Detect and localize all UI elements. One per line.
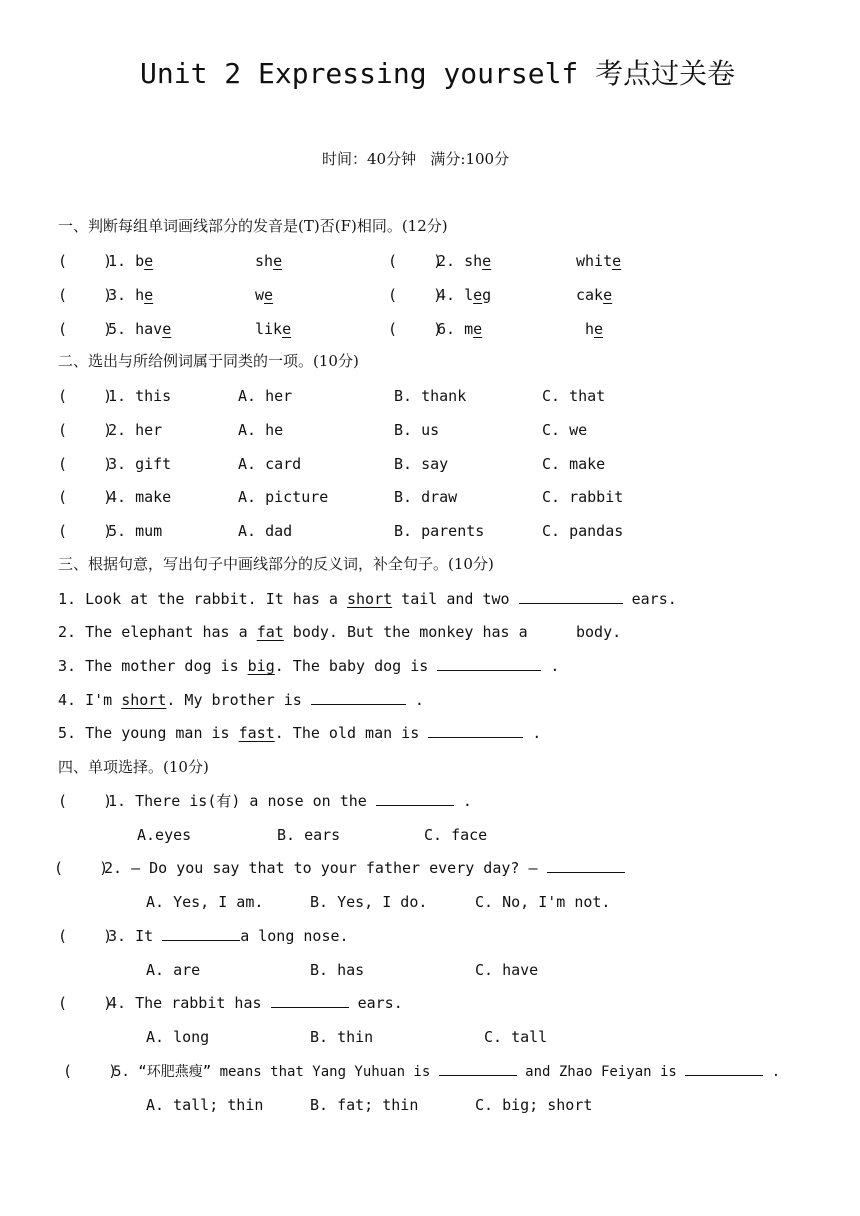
answer-paren[interactable]: ( )	[63, 1062, 118, 1080]
s2-q4-option-b[interactable]: B. draw	[394, 488, 458, 506]
s4-q5-option-c[interactable]: C. big; short	[475, 1096, 593, 1114]
answer-blank[interactable]	[437, 656, 541, 671]
s2-q1-option-a[interactable]: A. her	[238, 387, 293, 405]
s2-q2-option-c[interactable]: C. we	[542, 421, 588, 439]
answer-paren[interactable]: ( )	[58, 455, 113, 473]
s2-q5-option-b[interactable]: B. parents	[394, 522, 485, 540]
answer-paren[interactable]: ( )	[388, 320, 443, 338]
answer-blank[interactable]	[519, 589, 623, 604]
s2-q1-option-b[interactable]: B. thank	[394, 387, 467, 405]
section-1-heading: 一、判断每组单词画线部分的发音是(T)否(F)相同。(12分)	[58, 217, 448, 235]
s2-q5-word: 5. mum	[108, 522, 163, 540]
answer-blank[interactable]	[428, 723, 523, 738]
s1-q4-word-b: cake	[576, 286, 613, 304]
section-4-heading: 四、单项选择。(10分)	[58, 758, 209, 776]
s1-q3-word-a: 3. he	[108, 286, 154, 304]
answer-paren[interactable]: ( )	[58, 488, 113, 506]
s1-q5-word-b: like	[255, 320, 292, 338]
s2-q3-option-c[interactable]: C. make	[542, 455, 606, 473]
s3-sentence-1: 1. Look at the rabbit. It has a short tail and two ears.	[58, 590, 677, 608]
answer-blank[interactable]	[376, 791, 454, 806]
s3-sentence-4: 4. I'm short. My brother is .	[58, 691, 424, 709]
answer-blank[interactable]	[162, 926, 240, 941]
s1-q1-word-b: she	[255, 252, 283, 270]
s4-q2-option-a[interactable]: A. Yes, I am.	[146, 893, 264, 911]
s4-q4-option-c[interactable]: C. tall	[484, 1028, 548, 1046]
s4-q5-option-a[interactable]: A. tall; thin	[146, 1096, 264, 1114]
s4-q3-stem: 3. It a long nose.	[108, 927, 349, 945]
answer-paren[interactable]: ( )	[58, 792, 113, 810]
exam-meta: 时间：40分钟 满分:100分	[322, 150, 510, 168]
s3-sentence-2: 2. The elephant has a fat body. But the monkey has a	[58, 623, 528, 641]
s3-sentence-5: 5. The young man is fast. The old man is .	[58, 724, 542, 742]
s1-q6-word-a: 6. me	[437, 320, 483, 338]
s1-q2-word-b: white	[576, 252, 622, 270]
answer-paren[interactable]: ( )	[58, 421, 113, 439]
s1-q1-word-a: 1. be	[108, 252, 154, 270]
s4-q1-option-b[interactable]: B. ears	[277, 826, 341, 844]
s1-q4-word-a: 4. leg	[437, 286, 492, 304]
s4-q4-option-b[interactable]: B. thin	[310, 1028, 374, 1046]
s2-q2-option-a[interactable]: A. he	[238, 421, 284, 439]
answer-paren[interactable]: ( )	[58, 994, 113, 1012]
s4-q1-option-a[interactable]: A.eyes	[137, 826, 192, 844]
answer-paren[interactable]: ( )	[58, 387, 113, 405]
s1-q2-word-a: 2. she	[437, 252, 492, 270]
page-title: Unit 2 Expressing yourself 考点过关卷	[140, 57, 736, 90]
section-2-heading: 二、选出与所给例词属于同类的一项。(10分)	[58, 352, 359, 370]
s4-q1-stem: 1. There is(有) a nose on the .	[108, 792, 472, 810]
s3-sentence-3: 3. The mother dog is big. The baby dog is .	[58, 657, 560, 675]
s4-q3-option-b[interactable]: B. has	[310, 961, 365, 979]
answer-paren[interactable]: ( )	[58, 320, 113, 338]
s2-q5-option-c[interactable]: C. pandas	[542, 522, 624, 540]
s4-q2-option-c[interactable]: C. No, I'm not.	[475, 893, 611, 911]
answer-blank[interactable]	[685, 1061, 763, 1076]
s2-q5-option-a[interactable]: A. dad	[238, 522, 293, 540]
answer-paren[interactable]: ( )	[58, 522, 113, 540]
answer-blank[interactable]	[311, 690, 406, 705]
s2-q1-word: 1. this	[108, 387, 172, 405]
s4-q3-option-c[interactable]: C. have	[475, 961, 539, 979]
s2-q1-option-c[interactable]: C. that	[542, 387, 606, 405]
s4-q3-option-a[interactable]: A. are	[146, 961, 201, 979]
s3-sentence-2-end: body.	[576, 623, 622, 641]
section-3-heading: 三、根据句意，写出句子中画线部分的反义词，补全句子。(10分)	[58, 555, 494, 573]
answer-paren[interactable]: ( )	[54, 859, 109, 877]
s4-q2-option-b[interactable]: B. Yes, I do.	[310, 893, 428, 911]
answer-blank[interactable]	[271, 993, 349, 1008]
answer-paren[interactable]: ( )	[58, 252, 113, 270]
s2-q4-option-a[interactable]: A. picture	[238, 488, 329, 506]
answer-blank[interactable]	[547, 858, 625, 873]
s4-q4-stem: 4. The rabbit has ears.	[108, 994, 403, 1012]
answer-paren[interactable]: ( )	[388, 252, 443, 270]
s4-q5-stem: 5. “环肥燕瘦” means that Yang Yuhuan is and Zhao Feiyan is .	[113, 1061, 780, 1082]
s2-q3-option-a[interactable]: A. card	[238, 455, 302, 473]
s2-q4-option-c[interactable]: C. rabbit	[542, 488, 624, 506]
s2-q3-option-b[interactable]: B. say	[394, 455, 449, 473]
s2-q3-word: 3. gift	[108, 455, 172, 473]
answer-blank[interactable]	[439, 1061, 517, 1076]
s4-q5-option-b[interactable]: B. fat; thin	[310, 1096, 419, 1114]
s2-q2-option-b[interactable]: B. us	[394, 421, 440, 439]
answer-paren[interactable]: ( )	[58, 927, 113, 945]
s1-q6-word-b: he	[585, 320, 604, 338]
s4-q2-stem: 2. — Do you say that to your father every day? —	[104, 858, 625, 878]
answer-paren[interactable]: ( )	[388, 286, 443, 304]
s1-q3-word-b: we	[255, 286, 274, 304]
s4-q4-option-a[interactable]: A. long	[146, 1028, 210, 1046]
s1-q5-word-a: 5. have	[108, 320, 172, 338]
s2-q4-word: 4. make	[108, 488, 172, 506]
s2-q2-word: 2. her	[108, 421, 163, 439]
answer-paren[interactable]: ( )	[58, 286, 113, 304]
s4-q1-option-c[interactable]: C. face	[424, 826, 488, 844]
